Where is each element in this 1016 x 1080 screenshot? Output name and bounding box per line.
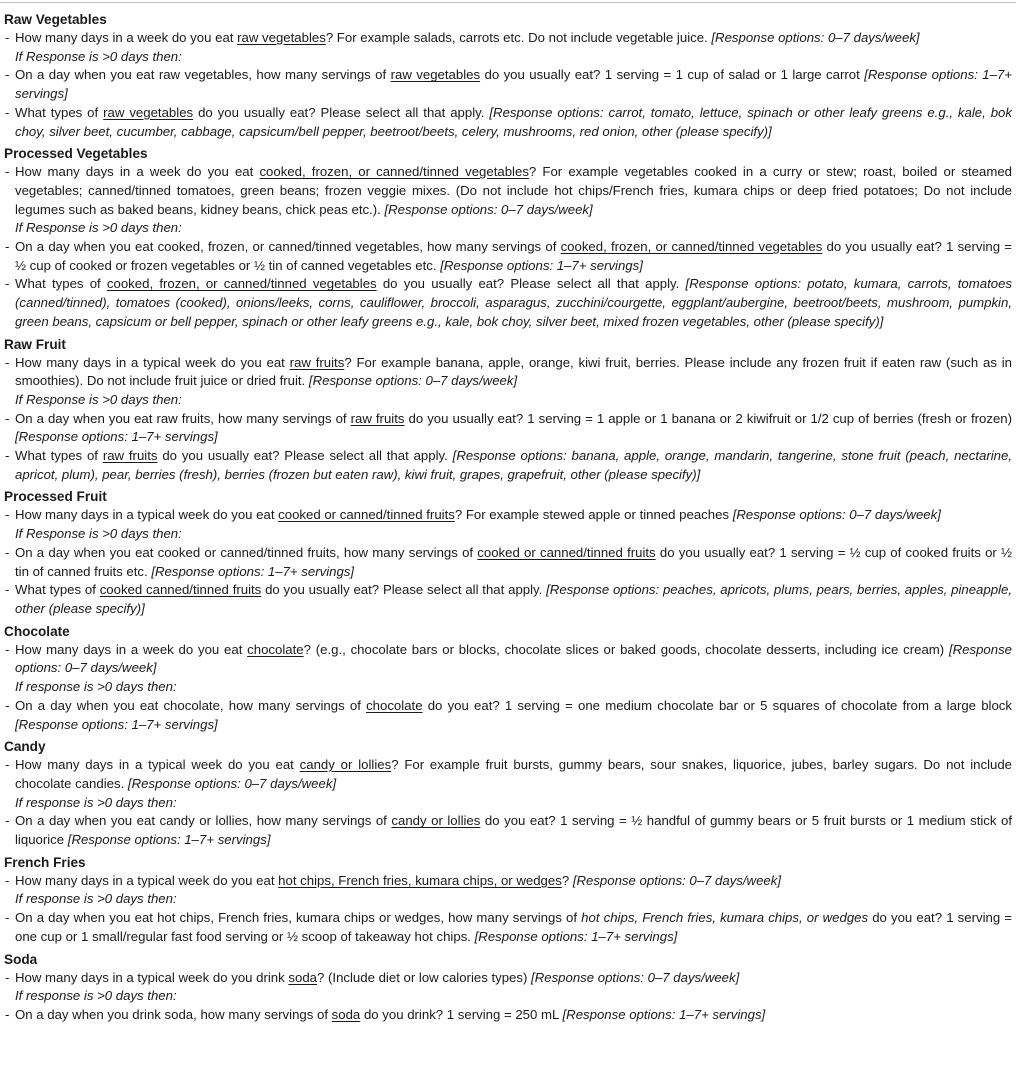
question-text: How many days in a typical week do you drink (15, 969, 289, 985)
question-text: What types of (15, 582, 100, 598)
question-text: On a day when you eat cooked or canned/tinned fruits, how many servings of (15, 544, 478, 560)
response-options: [Response options: 0–7 days/week] (384, 201, 593, 217)
question-text: On a day when you eat candy or lollies, how many servings of (15, 813, 392, 829)
question-text: do you eat? 1 serving = ½ handful of gummy bears or 5 fruit bursts or 1 medium stick of liquorice (15, 813, 1013, 848)
section-french-fries (4, 853, 1012, 947)
question-item (4, 1006, 1012, 1025)
food-term: raw vegetables (237, 30, 326, 45)
response-options: [Response options: 0–7 days/week] (732, 507, 941, 523)
food-term: cooked or canned/tinned fruits (278, 507, 455, 523)
question-item (4, 275, 1012, 331)
question-text: do you usually eat? Please select all that apply. (193, 104, 490, 120)
section-title: Chocolate (4, 623, 70, 639)
response-options: hot chips, French fries, kumara chips, or wedges (581, 910, 869, 926)
response-options: [Response options: banana, apple, orange, mandarin, tangerine, stone fruit (peach, nectarine, apricot, plum), pear, berries (fresh), berries (frozen but eaten raw), kiwi fruit, grapes, grapefruit, other (please specify)] (15, 448, 1012, 482)
food-term: chocolate (247, 641, 304, 657)
question-text: ? For example stewed apple or tinned peaches (454, 507, 733, 523)
response-options: [Response options: 0–7 days/week] (531, 969, 740, 985)
question-text: do you usually eat? Please select all that apply. (376, 276, 686, 292)
question-text: On a day when you eat raw vegetables, how many servings of (15, 67, 391, 83)
question-text: ? For example salads, carrots etc. Do not include vegetable juice. (325, 30, 712, 45)
question-item (4, 29, 1012, 48)
question-text: How many days in a week do you eat (15, 30, 238, 45)
question-item (4, 872, 1012, 891)
question-text: On a day when you eat raw fruits, how many servings of (15, 410, 351, 426)
section-title: Processed Fruit (4, 489, 107, 505)
question-text: On a day when you drink soda, how many servings of (15, 1006, 332, 1022)
question-item (4, 506, 1012, 525)
section-title: Soda (4, 951, 38, 967)
question-item (4, 969, 1012, 988)
question-text: ? For example banana, apple, orange, kiwi fruit, berries. Please include any frozen fruit if eaten raw (such as in smoothies). Do not include fruit juice or dried fruit. (15, 354, 1013, 389)
question-item (4, 812, 1012, 849)
response-options: [Response options: 0–7 days/week] (15, 641, 1013, 676)
question-item (4, 697, 1012, 734)
question-text: How many days in a typical week do you eat (15, 872, 279, 888)
question-text: do you usually eat? 1 serving = 1 cup of salad or 1 large carrot (480, 67, 865, 83)
question-text: do you usually eat? Please select all that apply. (157, 448, 453, 464)
condition-text: If response is >0 days then: (15, 679, 177, 695)
question-text: do you drink? 1 serving = 250 mL (360, 1006, 563, 1022)
response-options: [Response options: 0–7 days/week] (308, 373, 518, 389)
food-term: cooked, frozen, or canned/tinned vegetables (560, 239, 823, 255)
food-term: cooked, frozen, or canned/tinned vegetables (106, 276, 377, 292)
food-term: hot chips, French fries, kumara chips, or wedges (278, 872, 562, 888)
question-item (4, 238, 1012, 275)
response-options: [Response options: 1–7+ servings] (67, 832, 271, 848)
food-term: chocolate (366, 697, 423, 713)
condition-text: If Response is >0 days then: (15, 220, 182, 236)
question-text: do you eat? 1 serving = one cup or 1 small/regular fast food serving or ½ scoop of takeaway hot chips. (15, 910, 1012, 944)
response-options: [Response options: 1–7+ servings] (440, 257, 643, 273)
response-options: [Response options: carrot, tomato, lettuce, spinach or other leafy greens e.g., kale, bok choy, silver beet, cucumber, cabbage, capsicum/bell pepper, beetroot/beets, celery, mushrooms, red onion, other (please specify)] (15, 104, 1012, 139)
questionnaire-table (4, 10, 1012, 1028)
question-text: ? For example vegetables cooked in a curry or stew; roast, boiled or steamed vegetables; canned/tinned tomatoes, green beans; frozen veggie mixes. (Do not include hot chips/French fries, kumara chips or deep fried potatoes; Do not include legumes such as baked beans, kidney beans, chick peas etc.). (15, 164, 1012, 217)
question-text: How many days in a week do you eat (15, 641, 248, 657)
question-text: do you usually eat? Please select all that apply. (261, 582, 547, 598)
question-text: ? (561, 872, 573, 888)
food-term: soda (331, 1006, 361, 1022)
question-text: ? (Include diet or low calories types) (317, 969, 532, 985)
food-term: candy or lollies (391, 813, 481, 829)
section-raw-fruit (4, 335, 1012, 485)
top-rule (0, 2, 1016, 3)
section-title: Processed Vegetables (4, 146, 148, 162)
question-item (4, 104, 1012, 141)
response-options: [Response options: peaches, apricots, plums, pears, berries, apples, pineapple, other (please specify)] (15, 582, 1012, 616)
question-text: How many days in a typical week do you eat (15, 354, 290, 370)
response-options: [Response options: 1–7+ servings] (151, 563, 355, 579)
question-item (4, 354, 1012, 391)
question-text: How many days in a typical week do you eat (15, 507, 279, 523)
question-item (4, 581, 1012, 618)
question-text: do you eat? 1 serving = one medium chocolate bar or 5 squares of chocolate from a large block (422, 697, 1012, 713)
question-text: do you usually eat? 1 serving = ½ cup of cooked or frozen vegetables or ½ tin of canned vegetables etc. (15, 239, 1012, 273)
response-options: [Response options: 0–7 days/week] (572, 872, 782, 888)
food-term: candy or lollies (299, 757, 392, 773)
food-term: raw fruits (289, 354, 345, 370)
question-text: What types of (15, 448, 103, 464)
condition-text: If Response is >0 days then: (15, 48, 182, 64)
section-title: Candy (4, 739, 46, 755)
condition-text: If response is >0 days then: (15, 891, 177, 907)
food-term: raw vegetables (390, 67, 481, 83)
response-options: [Response options: 1–7+ servings] (474, 928, 678, 944)
question-item (4, 447, 1012, 484)
question-text: On a day when you eat chocolate, how many servings of (15, 697, 367, 713)
question-item (4, 66, 1012, 103)
question-text: How many days in a typical week do you eat (15, 757, 300, 773)
section-title: Raw Fruit (4, 336, 66, 352)
question-item (4, 544, 1012, 581)
response-options: [Response options: 1–7+ servings] (15, 67, 1012, 102)
condition-text: If Response is >0 days then: (15, 526, 182, 542)
question-text: ? (e.g., chocolate bars or blocks, chocolate slices or baked goods, chocolate desserts, including ice cream) (303, 641, 949, 657)
question-item (4, 641, 1012, 678)
question-item (4, 410, 1012, 447)
response-options: [Response options: 0–7 days/week] (127, 775, 337, 791)
section-chocolate (4, 622, 1012, 735)
question-text: What types of (15, 276, 107, 292)
response-options: [Response options: 1–7+ servings] (15, 716, 218, 732)
question-text: ? For example fruit bursts, gummy bears, sour snakes, liquorice, jubes, barley sugars. Do not include chocolate candies. (15, 757, 1013, 791)
condition-text: If response is >0 days then: (15, 988, 177, 1004)
section-processed-fruit (4, 487, 1012, 618)
question-text: How many days in a week do you eat (15, 164, 260, 180)
food-term: raw fruits (350, 410, 405, 426)
section-title: Raw Vegetables (4, 12, 107, 27)
food-term: cooked, frozen, or canned/tinned vegetables (259, 164, 529, 180)
food-term: raw fruits (102, 448, 158, 464)
question-item (4, 909, 1012, 946)
question-item (4, 756, 1012, 793)
question-text: On a day when you eat hot chips, French fries, kumara chips or wedges, how many servings of (15, 910, 582, 926)
section-title: French Fries (4, 854, 86, 870)
food-term: soda (288, 969, 318, 985)
question-item (4, 163, 1012, 219)
response-options: [Response options: 1–7+ servings] (15, 429, 218, 445)
condition-text: If response is >0 days then: (15, 794, 177, 810)
response-options: [Response options: 1–7+ servings] (562, 1006, 766, 1022)
section-soda (4, 950, 1012, 1025)
question-text: What types of (15, 104, 104, 120)
response-options: [Response options: potato, kumara, carrots, tomatoes (canned/tinned), tomatoes (cooked), onions/leeks, corns, cauliflower, broccoli, asparagus, zucchini/courgette, eggplant/aubergine, beetroot/beets, mushroom, pumpkin, green beans, capsicum or bell pepper, spinach or other leafy greens e.g., kale, bok choy, silver beet, mixed frozen vegetables, other (please specify)] (15, 276, 1012, 329)
question-text: On a day when you eat cooked, frozen, or canned/tinned vegetables, how many servings of (15, 239, 561, 255)
food-term: cooked canned/tinned fruits (99, 582, 262, 598)
condition-text: If Response is >0 days then: (15, 391, 182, 407)
section-raw-vegetables (4, 10, 1012, 141)
section-candy (4, 737, 1012, 850)
response-options: [Response options: 0–7 days/week] (711, 30, 920, 45)
question-text: do you usually eat? 1 serving = 1 apple or 1 banana or 2 kiwifruit or 1/2 cup of berries (fresh or frozen) (404, 410, 1012, 426)
question-text: do you usually eat? 1 serving = ½ cup of cooked fruits or ½ tin of canned fruits etc. (15, 544, 1013, 579)
section-processed-vegetables (4, 144, 1012, 331)
food-term: cooked or canned/tinned fruits (477, 544, 656, 560)
food-term: raw vegetables (103, 104, 194, 120)
